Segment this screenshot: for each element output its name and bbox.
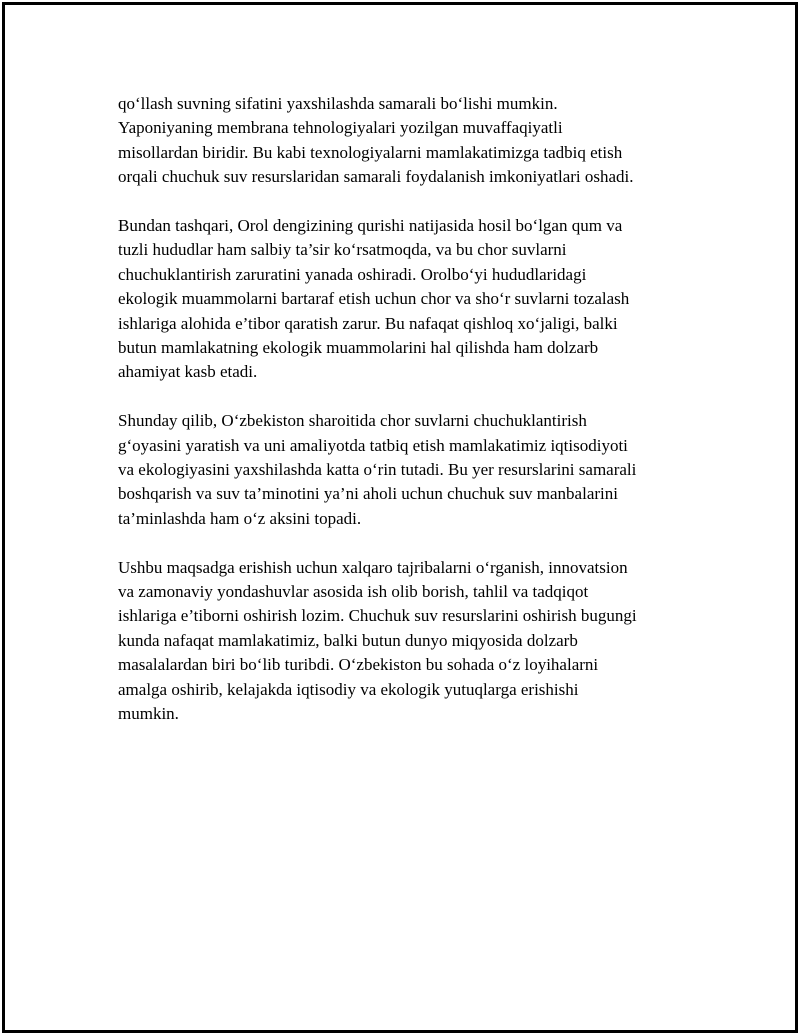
document-body: [118, 92, 698, 751]
text-line: va ekologiyasini yaxshilashda katta o‘rin tutadi. Bu yer resurslarini samarali: [118, 460, 637, 480]
text-line: amalga oshirib, kelajakda iqtisodiy va ekologik yutuqlarga erishishi: [118, 679, 579, 699]
paragraph-2: [118, 214, 698, 385]
text-line: ahamiyat kasb etadi.: [118, 362, 258, 382]
text-line: tuzli hududlar ham salbiy ta’sir ko‘rsatmoqda, va bu chor suvlarni: [118, 240, 567, 260]
text-line: va zamonaviy yondashuvlar asosida ish olib borish, tahlil va tadqiqot: [118, 582, 589, 602]
text-line: Bundan tashqari, Orol dengizining qurishi natijasida hosil bo‘lgan qum va: [118, 216, 623, 236]
text-line: g‘oyasini yaratish va uni amaliyotda tatbiq etish mamlakatimiz iqtisodiyoti: [118, 435, 628, 455]
text-line: ishlariga e’tiborni oshirish lozim. Chuchuk suv resurslarini oshirish bugungi: [118, 606, 637, 626]
paragraph-4: [118, 556, 698, 727]
text-line: ishlariga alohida e’tibor qaratish zarur. Bu nafaqat qishloq xo‘jaligi, balki: [118, 313, 618, 333]
text-line: masalalardan biri bo‘lib turibdi. O‘zbekiston bu sohada o‘z loyihalarni: [118, 655, 599, 675]
text-line: Yaponiyaning membrana tehnologiyalari yozilgan muvaffaqiyatli: [118, 118, 563, 138]
text-line: orqali chuchuk suv resurslaridan samarali foydalanish imkoniyatlari oshadi.: [118, 167, 634, 187]
text-line: qo‘llash suvning sifatini yaxshilashda samarali bo‘lishi mumkin.: [118, 94, 558, 113]
text-line: mumkin.: [118, 704, 179, 724]
text-line: misollardan biridir. Bu kabi texnologiyalarni mamlakatimizga tadbiq etish: [118, 142, 623, 162]
text-line: ekologik muammolarni bartaraf etish uchun chor va sho‘r suvlarni tozalash: [118, 289, 630, 309]
text-line: kunda nafaqat mamlakatimiz, balki butun dunyo miqyosida dolzarb: [118, 630, 578, 650]
text-line: ta’minlashda ham o‘z aksini topadi.: [118, 508, 362, 528]
text-line: chuchuklantirish zaruratini yanada oshiradi. Orolbo‘yi hududlaridagi: [118, 264, 587, 284]
text-line: Shunday qilib, O‘zbekiston sharoitida chor suvlarni chuchuklantirish: [118, 411, 587, 431]
text-line: Ushbu maqsadga erishish uchun xalqaro tajribalarni o‘rganish, innovatsion: [118, 557, 628, 577]
paragraph-1: [118, 92, 698, 190]
paragraph-3: [118, 409, 698, 531]
text-line: butun mamlakatning ekologik muammolarini hal qilishda ham dolzarb: [118, 338, 599, 358]
text-line: boshqarish va suv ta’minotini ya’ni aholi uchun chuchuk suv manbalarini: [118, 484, 618, 504]
